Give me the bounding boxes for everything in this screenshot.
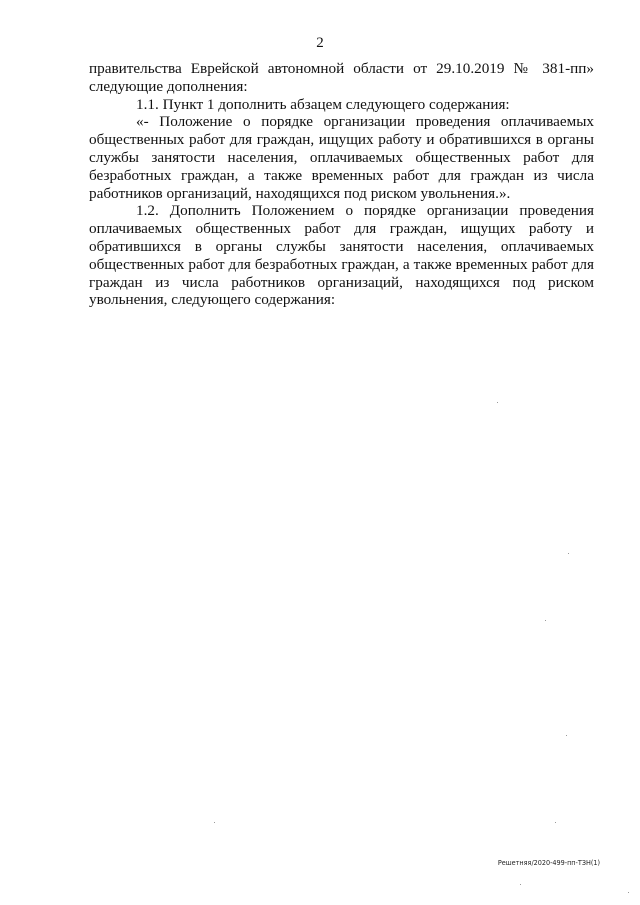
paragraph-continuation: правительства Еврейской автономной области от 29.10.2019 № 381-пп» следующие дополнения: (89, 60, 594, 95)
scan-speck (214, 822, 215, 823)
scan-speck (566, 735, 567, 736)
scan-speck (545, 620, 546, 621)
document-body (89, 60, 594, 309)
scan-speck (497, 402, 498, 403)
footer-document-code: Решетняя/2020-499-пп-ТЗН(1) (497, 858, 600, 867)
paragraph-item-1-1: 1.1. Пункт 1 дополнить абзацем следующего содержания: (136, 95, 510, 113)
paragraph-item-1-2: 1.2. Дополнить Положением о порядке организации проведения оплачиваемых общественных работ для граждан, ищущих работу и обратившихся в органы службы занятости населения, оплачиваемых общественных работ для безработных граждан, а также временных работ для граждан из числа работников организаций, находящихся под риском увольнения, следующего содержания: (89, 202, 594, 309)
paragraph-quoted-addition: «- Положение о порядке организации проведения оплачиваемых общественных работ для граждан, ищущих работу и обратившихся в органы службы занятости населения, оплачиваемых общественных работ для безработных граждан, а также временных работ для граждан из числа работников организаций, находящихся под риском увольнения.». (89, 113, 594, 202)
scan-speck (555, 822, 556, 823)
scan-speck (628, 892, 629, 893)
scan-speck (568, 553, 569, 554)
scan-speck (520, 884, 521, 885)
page-number: 2 (316, 35, 324, 51)
